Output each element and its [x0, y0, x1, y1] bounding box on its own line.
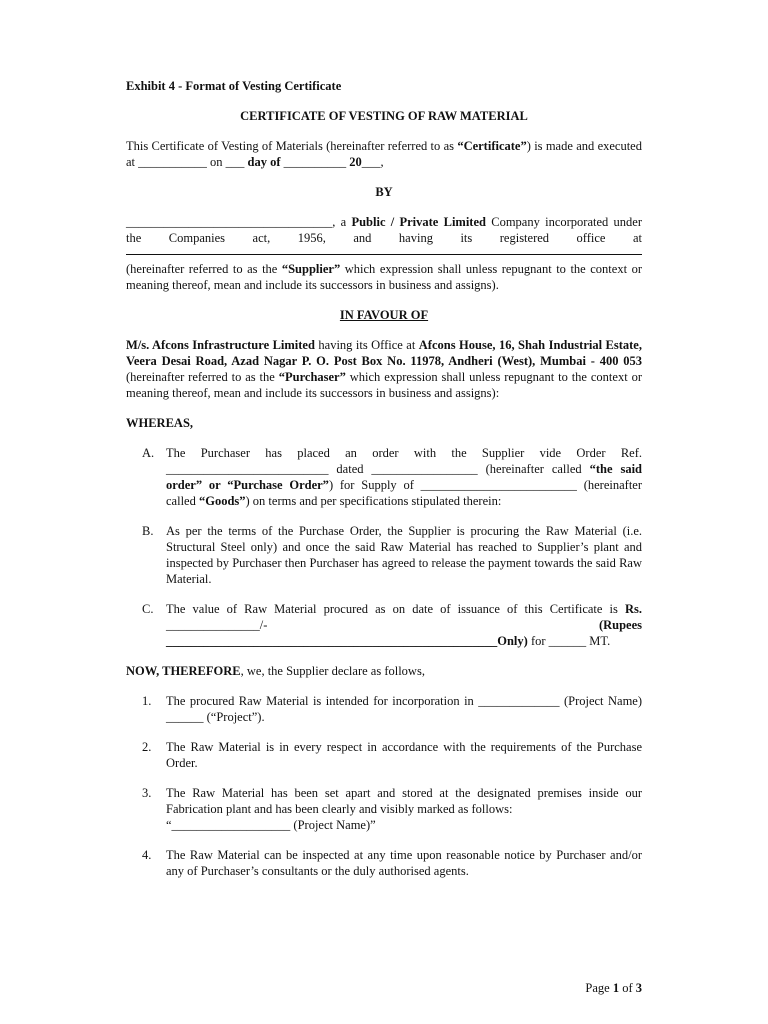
- supplier-paragraph: _________________________________, a Public / Private Limited Company incorporated under the Companies act, 1956, and having its registered office at: [126, 215, 643, 245]
- document-body: [126, 78, 642, 893]
- intro-paragraph: This Certificate of Vesting of Materials (hereinafter referred to as “Certificate”) is made and executed at ___________ on ___ day of __________ 20___,: [126, 139, 642, 169]
- by-heading: BY: [375, 185, 393, 199]
- whereas-clauses: [126, 445, 642, 649]
- declaration-2: [126, 739, 642, 771]
- now-therefore-paragraph: NOW, THEREFORE, we, the Supplier declare as follows,: [126, 664, 425, 678]
- clause-text: As per the terms of the Purchase Order, the Supplier is procuring the Raw Material (i.e. Structural Steel only) and once the said Raw Material has reached to Supplier’s plant and inspected by Purchaser then Purchaser has agreed to release the payment towards the said Raw Material.: [166, 524, 642, 586]
- certificate-title: CERTIFICATE OF VESTING OF RAW MATERIAL: [240, 109, 528, 123]
- declarations-list: [126, 693, 642, 879]
- purchaser-paragraph: M/s. Afcons Infrastructure Limited having its Office at Afcons House, 16, Shah Industrial Estate, Veera Desai Road, Azad Nagar P. O. Post Box No. 11978, Andheri (West), Mumbai - 400 053 (hereinafter referred to as the “Purchaser” which expression shall unless repugnant to the context or meaning thereof, mean and include its successors in business and assigns):: [126, 338, 642, 400]
- clause-text: The value of Raw Material procured as on date of issuance of this Certificate is Rs. _______________/- (Rupees _____________________________________________________Only) for ______ MT.: [166, 602, 642, 648]
- declaration-marker: 1.: [142, 694, 152, 708]
- clause-marker: A.: [142, 446, 155, 460]
- clause-c: [126, 601, 642, 649]
- declaration-marker: 3.: [142, 786, 152, 800]
- declaration-text: The Raw Material has been set apart and stored at the designated premises inside our Fabrication plant and has been clearly and visibly marked as follows: “___________________ (Project Name)”: [166, 786, 642, 832]
- whereas-heading: WHEREAS,: [126, 416, 194, 430]
- clause-b: [126, 523, 642, 587]
- declaration-marker: 4.: [142, 848, 152, 862]
- exhibit-heading: Exhibit 4 - Format of Vesting Certificate: [126, 79, 342, 93]
- clause-a: [126, 445, 642, 509]
- page-number: Page 1 of 3: [585, 981, 642, 995]
- supplier-definition: (hereinafter referred to as the “Supplier” which expression shall unless repugnant to the context or meaning thereof, mean and include its successors in business and assigns).: [126, 262, 642, 292]
- project-marking-blank: “___________________ (Project Name)”: [166, 818, 376, 832]
- clause-marker: C.: [142, 602, 154, 616]
- declaration-3: [126, 785, 642, 833]
- declaration-text: The procured Raw Material is intended for incorporation in _____________ (Project Name) ______ (“Project”).: [166, 694, 642, 724]
- registered-office-blank-line: [126, 254, 642, 255]
- declaration-1: [126, 693, 642, 725]
- clause-text: The Purchaser has placed an order with the Supplier vide Order Ref. __________________________ dated _________________ (hereinafter called “the said order” or “Purchase Order”) for Supply of _________________________ (hereinafter called “Goods”) on terms and per specifications stipulated therein:: [166, 446, 642, 508]
- declaration-text: The Raw Material is in every respect in accordance with the requirements of the Purchase Order.: [166, 740, 642, 770]
- in-favour-heading: IN FAVOUR OF: [339, 308, 429, 322]
- declaration-4: [126, 847, 642, 879]
- clause-marker: B.: [142, 524, 154, 538]
- declaration-marker: 2.: [142, 740, 152, 754]
- declaration-text: The Raw Material can be inspected at any time upon reasonable notice by Purchaser and/or any of Purchaser’s consultants or the duly authorised agents.: [166, 848, 642, 878]
